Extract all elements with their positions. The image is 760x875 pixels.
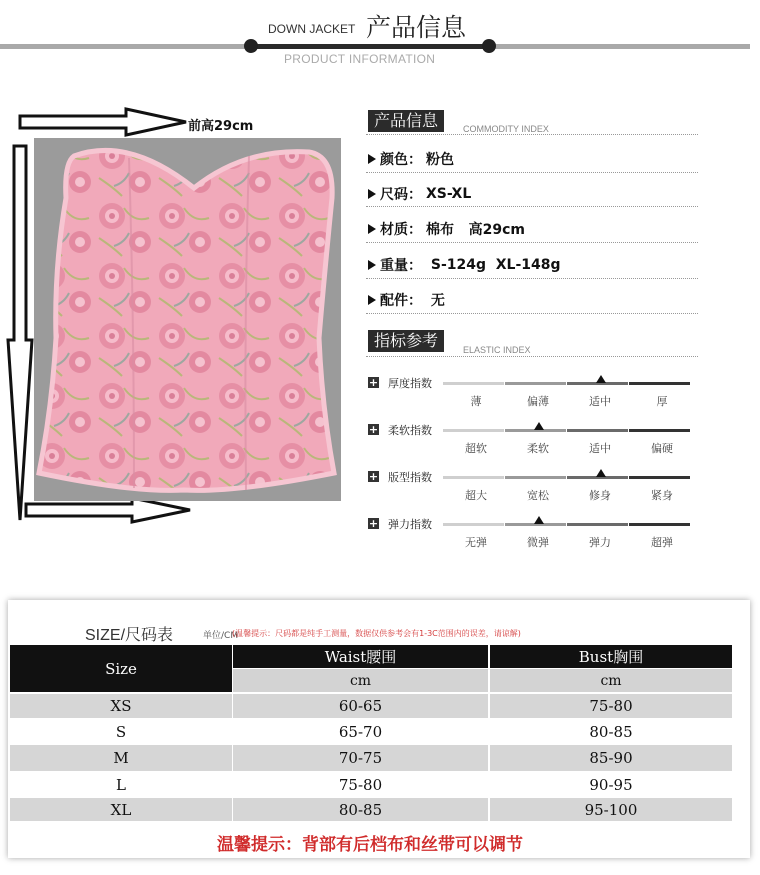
divider (366, 206, 698, 207)
bullet-icon (368, 224, 376, 234)
bullet-icon (368, 260, 376, 270)
index-marker-icon (534, 516, 544, 524)
plus-icon: + (368, 517, 379, 530)
info-row-accessory (368, 290, 445, 310)
index-bar-segment (505, 476, 566, 479)
index-option: 偏硬 (651, 442, 673, 455)
index-bar-segment (629, 523, 690, 526)
index-bar-segment (567, 429, 628, 432)
info-value: XS-XL (426, 186, 472, 202)
size-cell: XS (10, 694, 232, 718)
width-arrow-icon (16, 105, 191, 139)
front-height-label: 前高29cm (188, 119, 254, 134)
index-option: 修身 (589, 489, 611, 502)
info-value: 棉布 高29cm (426, 222, 525, 238)
index-option: 适中 (589, 442, 611, 455)
waist-cell: 80-85 (233, 798, 488, 821)
info-label: 颜色： (380, 152, 422, 168)
index-bar-segment (443, 523, 504, 526)
index-option: 紧身 (651, 489, 673, 502)
info-label: 材质： (380, 222, 422, 238)
header-waist: Waist腰围 (233, 645, 488, 668)
header-subtitle: PRODUCT INFORMATION (284, 52, 436, 66)
divider (366, 356, 698, 357)
index-option: 超大 (465, 489, 487, 502)
bullet-icon (368, 189, 376, 199)
index-option: 弹力 (589, 536, 611, 549)
size-table-title: SIZE/尺码表 (85, 627, 174, 644)
divider (366, 242, 698, 243)
index-bar-segment (629, 476, 690, 479)
index-bar-segment (567, 523, 628, 526)
info-row-weight (368, 255, 561, 275)
plus-icon: + (368, 376, 379, 389)
bust-cell: 75-80 (490, 694, 732, 718)
index-bar-segment (443, 429, 504, 432)
plus-icon: + (368, 470, 379, 483)
info-label: 配件： (380, 293, 422, 309)
index-label: 弹力指数 (388, 518, 432, 531)
waist-cell: 65-70 (233, 719, 488, 744)
size-cell: M (10, 745, 232, 771)
info-label: 尺码： (380, 187, 422, 203)
index-marker-icon (596, 469, 606, 477)
index-marker-icon (534, 422, 544, 430)
size-table-unit: 单位/CM (203, 631, 239, 641)
bullet-icon (368, 295, 376, 305)
index-bar-segment (443, 382, 504, 385)
info-value: 粉色 (426, 152, 454, 168)
size-table-note: (温馨提示：尺码都是纯手工测量，数据仅供参考会有1-3C范围内的误差，请谅解) (232, 629, 521, 638)
bust-cell: 90-95 (490, 772, 732, 797)
waist-cell: 70-75 (233, 745, 488, 771)
index-ref-badge: 指标参考 (368, 330, 444, 352)
index-option: 微弹 (527, 536, 549, 549)
index-option: 超弹 (651, 536, 673, 549)
index-label: 厚度指数 (388, 377, 432, 390)
divider (366, 134, 698, 135)
bullet-icon (368, 154, 376, 164)
index-option: 宽松 (527, 489, 549, 502)
index-option: 厚 (656, 395, 668, 408)
info-value: 无 (426, 293, 445, 309)
index-bar-segment (629, 382, 690, 385)
header-divider-accent (250, 44, 488, 49)
index-option: 柔软 (527, 442, 549, 455)
divider (366, 313, 698, 314)
index-ref-badge-en: ELASTIC INDEX (463, 345, 531, 355)
index-label: 柔软指数 (388, 424, 432, 437)
unit-waist: cm (233, 669, 488, 692)
index-label: 版型指数 (388, 471, 432, 484)
product-info-badge-en: COMMODITY INDEX (463, 124, 549, 134)
index-bar-segment (505, 382, 566, 385)
bust-cell: 85-90 (490, 745, 732, 771)
index-option: 超软 (465, 442, 487, 455)
product-photo (34, 138, 341, 501)
info-value: S-124g XL-148g (426, 257, 561, 273)
divider (366, 278, 698, 279)
index-option: 偏薄 (527, 395, 549, 408)
size-cell: L (10, 772, 232, 797)
plus-icon: + (368, 423, 379, 436)
header-title-cn: 产品信息 (366, 13, 467, 42)
header-title-en: DOWN JACKET (268, 22, 356, 36)
info-label: 重量： (380, 258, 422, 274)
index-bar-segment (443, 476, 504, 479)
info-row-material (368, 219, 525, 239)
waist-cell: 60-65 (233, 694, 488, 718)
info-row-size (368, 184, 471, 204)
divider (366, 172, 698, 173)
product-info-badge: 产品信息 (368, 110, 444, 132)
footer-tip: 温馨提示：背部有后档布和丝带可以调节 (217, 835, 523, 855)
index-marker-icon (596, 375, 606, 383)
header-dot-right (482, 39, 496, 53)
header-bust: Bust胸围 (490, 645, 732, 668)
index-option: 适中 (589, 395, 611, 408)
header-dot-left (244, 39, 258, 53)
info-row-color (368, 149, 454, 169)
height-arrow-icon (4, 140, 34, 525)
waist-cell: 75-80 (233, 772, 488, 797)
bust-cell: 80-85 (490, 719, 732, 744)
header-size: Size (10, 645, 232, 692)
index-option: 薄 (470, 395, 482, 408)
index-option: 无弹 (465, 536, 487, 549)
bust-cell: 95-100 (490, 798, 732, 821)
index-bar-segment (629, 429, 690, 432)
size-cell: S (10, 719, 232, 744)
size-cell: XL (10, 798, 232, 821)
unit-bust: cm (490, 669, 732, 692)
